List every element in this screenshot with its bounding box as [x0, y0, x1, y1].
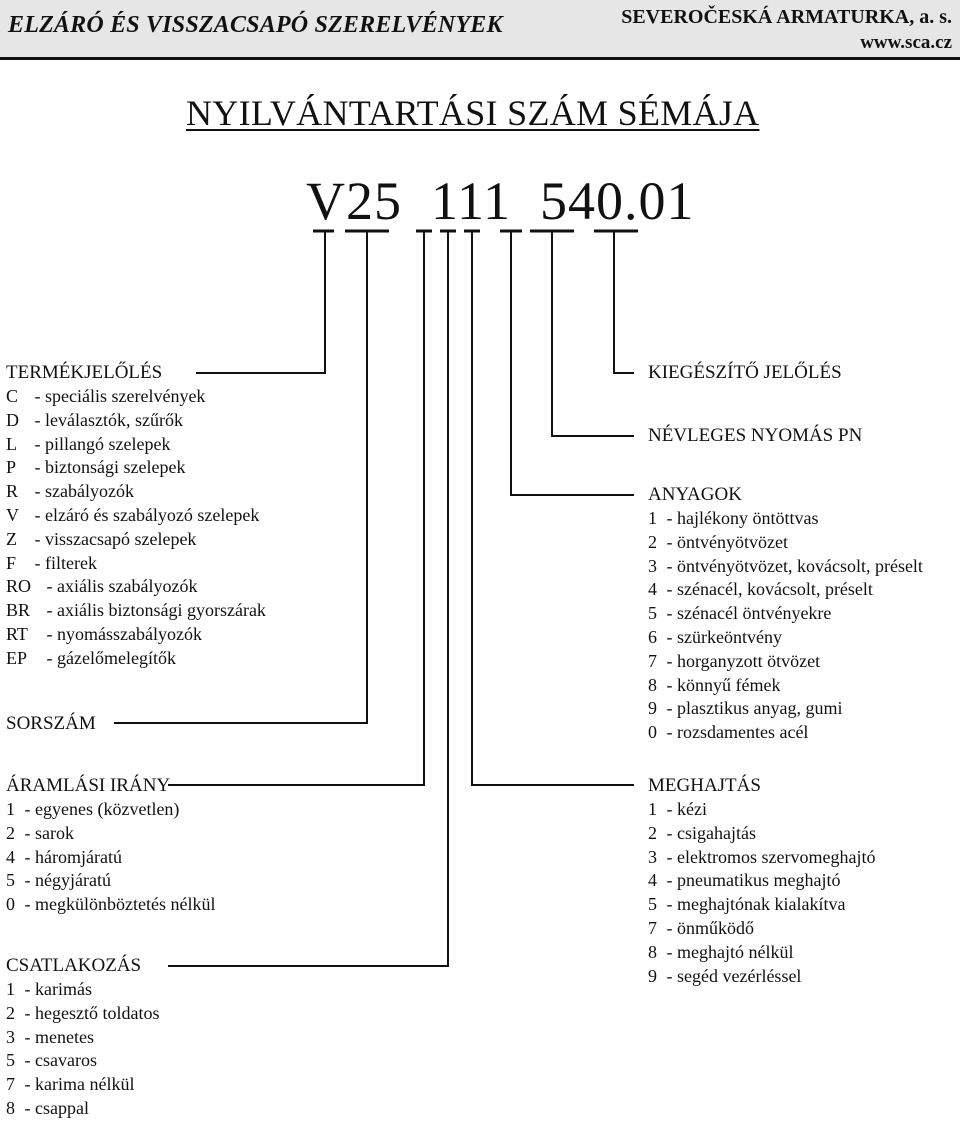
list-item: 3 - elektromos szervomeghajtó: [648, 846, 876, 867]
list-item: 2 - öntvényötvözet: [648, 531, 788, 552]
list-item: 8 - csappal: [6, 1097, 89, 1118]
list-item: 2 - csigahajtás: [648, 822, 756, 843]
list-item: BR - axiális biztonsági gyorszárak: [6, 600, 266, 621]
list-item: 7 - horganyzott ötvözet: [648, 650, 821, 671]
list-item: L - pillangó szelepek: [6, 433, 171, 454]
list-item: R - szabályozók: [6, 481, 134, 502]
list-item: 0 - rozsdamentes acél: [648, 722, 809, 743]
list-item: 2 - hegesztő toldatos: [6, 1002, 160, 1023]
aramlasi-irany-list: [6, 798, 215, 917]
list-item: 8 - könnyű fémek: [648, 674, 781, 695]
meghajtas-list: [648, 798, 875, 988]
termekjeloles-list: [6, 385, 266, 671]
header-title: ELZÁRÓ ÉS VISSZACSAPÓ SZERELVÉNYEK: [8, 12, 503, 38]
list-item: 9 - segéd vezérléssel: [648, 965, 802, 986]
list-item: 5 - négyjáratú: [6, 870, 111, 891]
list-item: 5 - szénacél öntvényekre: [648, 603, 832, 624]
anyagok-list: [648, 507, 923, 745]
header-website: www.sca.cz: [860, 32, 952, 53]
list-item: 4 - szénacél, kovácsolt, préselt: [648, 579, 873, 600]
list-item: 2 - sarok: [6, 822, 74, 843]
list-item: 8 - meghajtó nélkül: [648, 941, 794, 962]
section-title-kiegeszito: KIEGÉSZÍTŐ JELŐLÉS: [648, 362, 842, 383]
section-title-aramlasi-irany: ÁRAMLÁSI IRÁNY: [6, 775, 171, 796]
section-title-meghajtas: MEGHAJTÁS: [648, 775, 761, 796]
list-item: 5 - meghajtónak kialakítva: [648, 894, 846, 915]
line-kiegeszito: [614, 232, 634, 373]
list-item: 1 - karimás: [6, 979, 92, 999]
section-title-nevleges: NÉVLEGES NYOMÁS PN: [648, 425, 863, 446]
section-title-termekjeloles: TERMÉKJELŐLÉS: [6, 362, 163, 383]
list-item: 3 - menetes: [6, 1026, 94, 1047]
list-item: Z - visszacsapó szelepek: [6, 528, 197, 549]
line-termekjeloles: [196, 232, 325, 373]
list-item: 9 - plasztikus anyag, gumi: [648, 698, 843, 719]
header-company: SEVEROČESKÁ ARMATURKA, a. s.: [621, 6, 952, 28]
section-title-csatlakozas: CSATLAKOZÁS: [6, 955, 142, 976]
list-item: RO - axiális szabályozók: [6, 576, 198, 597]
list-item: 1 - kézi: [648, 799, 707, 819]
list-item: 7 - önműködő: [648, 917, 755, 938]
section-title-sorszam: SORSZÁM: [6, 713, 96, 734]
list-item: P - biztonsági szelepek: [6, 457, 186, 478]
list-item: 0 - megkülönböztetés nélkül: [6, 894, 216, 915]
line-nevleges: [552, 232, 634, 436]
registration-code: V25 111 540.01: [306, 171, 695, 231]
list-item: 1 - egyenes (közvetlen): [6, 799, 180, 819]
list-item: F - filterek: [6, 552, 97, 573]
list-item: RT - nyomásszabályozók: [6, 623, 202, 644]
page-title: NYILVÁNTARTÁSI SZÁM SÉMÁJA: [186, 93, 760, 133]
list-item: V - elzáró és szabályozó szelepek: [6, 504, 260, 525]
list-item: 4 - háromjáratú: [6, 846, 122, 867]
list-item: 4 - pneumatikus meghajtó: [648, 870, 841, 891]
list-item: 1 - hajlékony öntöttvas: [648, 508, 819, 528]
list-item: D - leválasztók, szűrők: [6, 409, 183, 430]
line-anyagok: [511, 232, 634, 495]
list-item: EP - gázelőmelegítők: [6, 647, 176, 668]
list-item: C - speciális szerelvények: [6, 386, 206, 406]
csatlakozas-list: [6, 978, 159, 1121]
list-item: 7 - karima nélkül: [6, 1074, 135, 1095]
section-title-anyagok: ANYAGOK: [648, 484, 742, 505]
list-item: 6 - szürkeöntvény: [648, 626, 782, 647]
list-item: 5 - csavaros: [6, 1050, 97, 1071]
list-item: 3 - öntvényötvözet, kovácsolt, préselt: [648, 555, 923, 576]
